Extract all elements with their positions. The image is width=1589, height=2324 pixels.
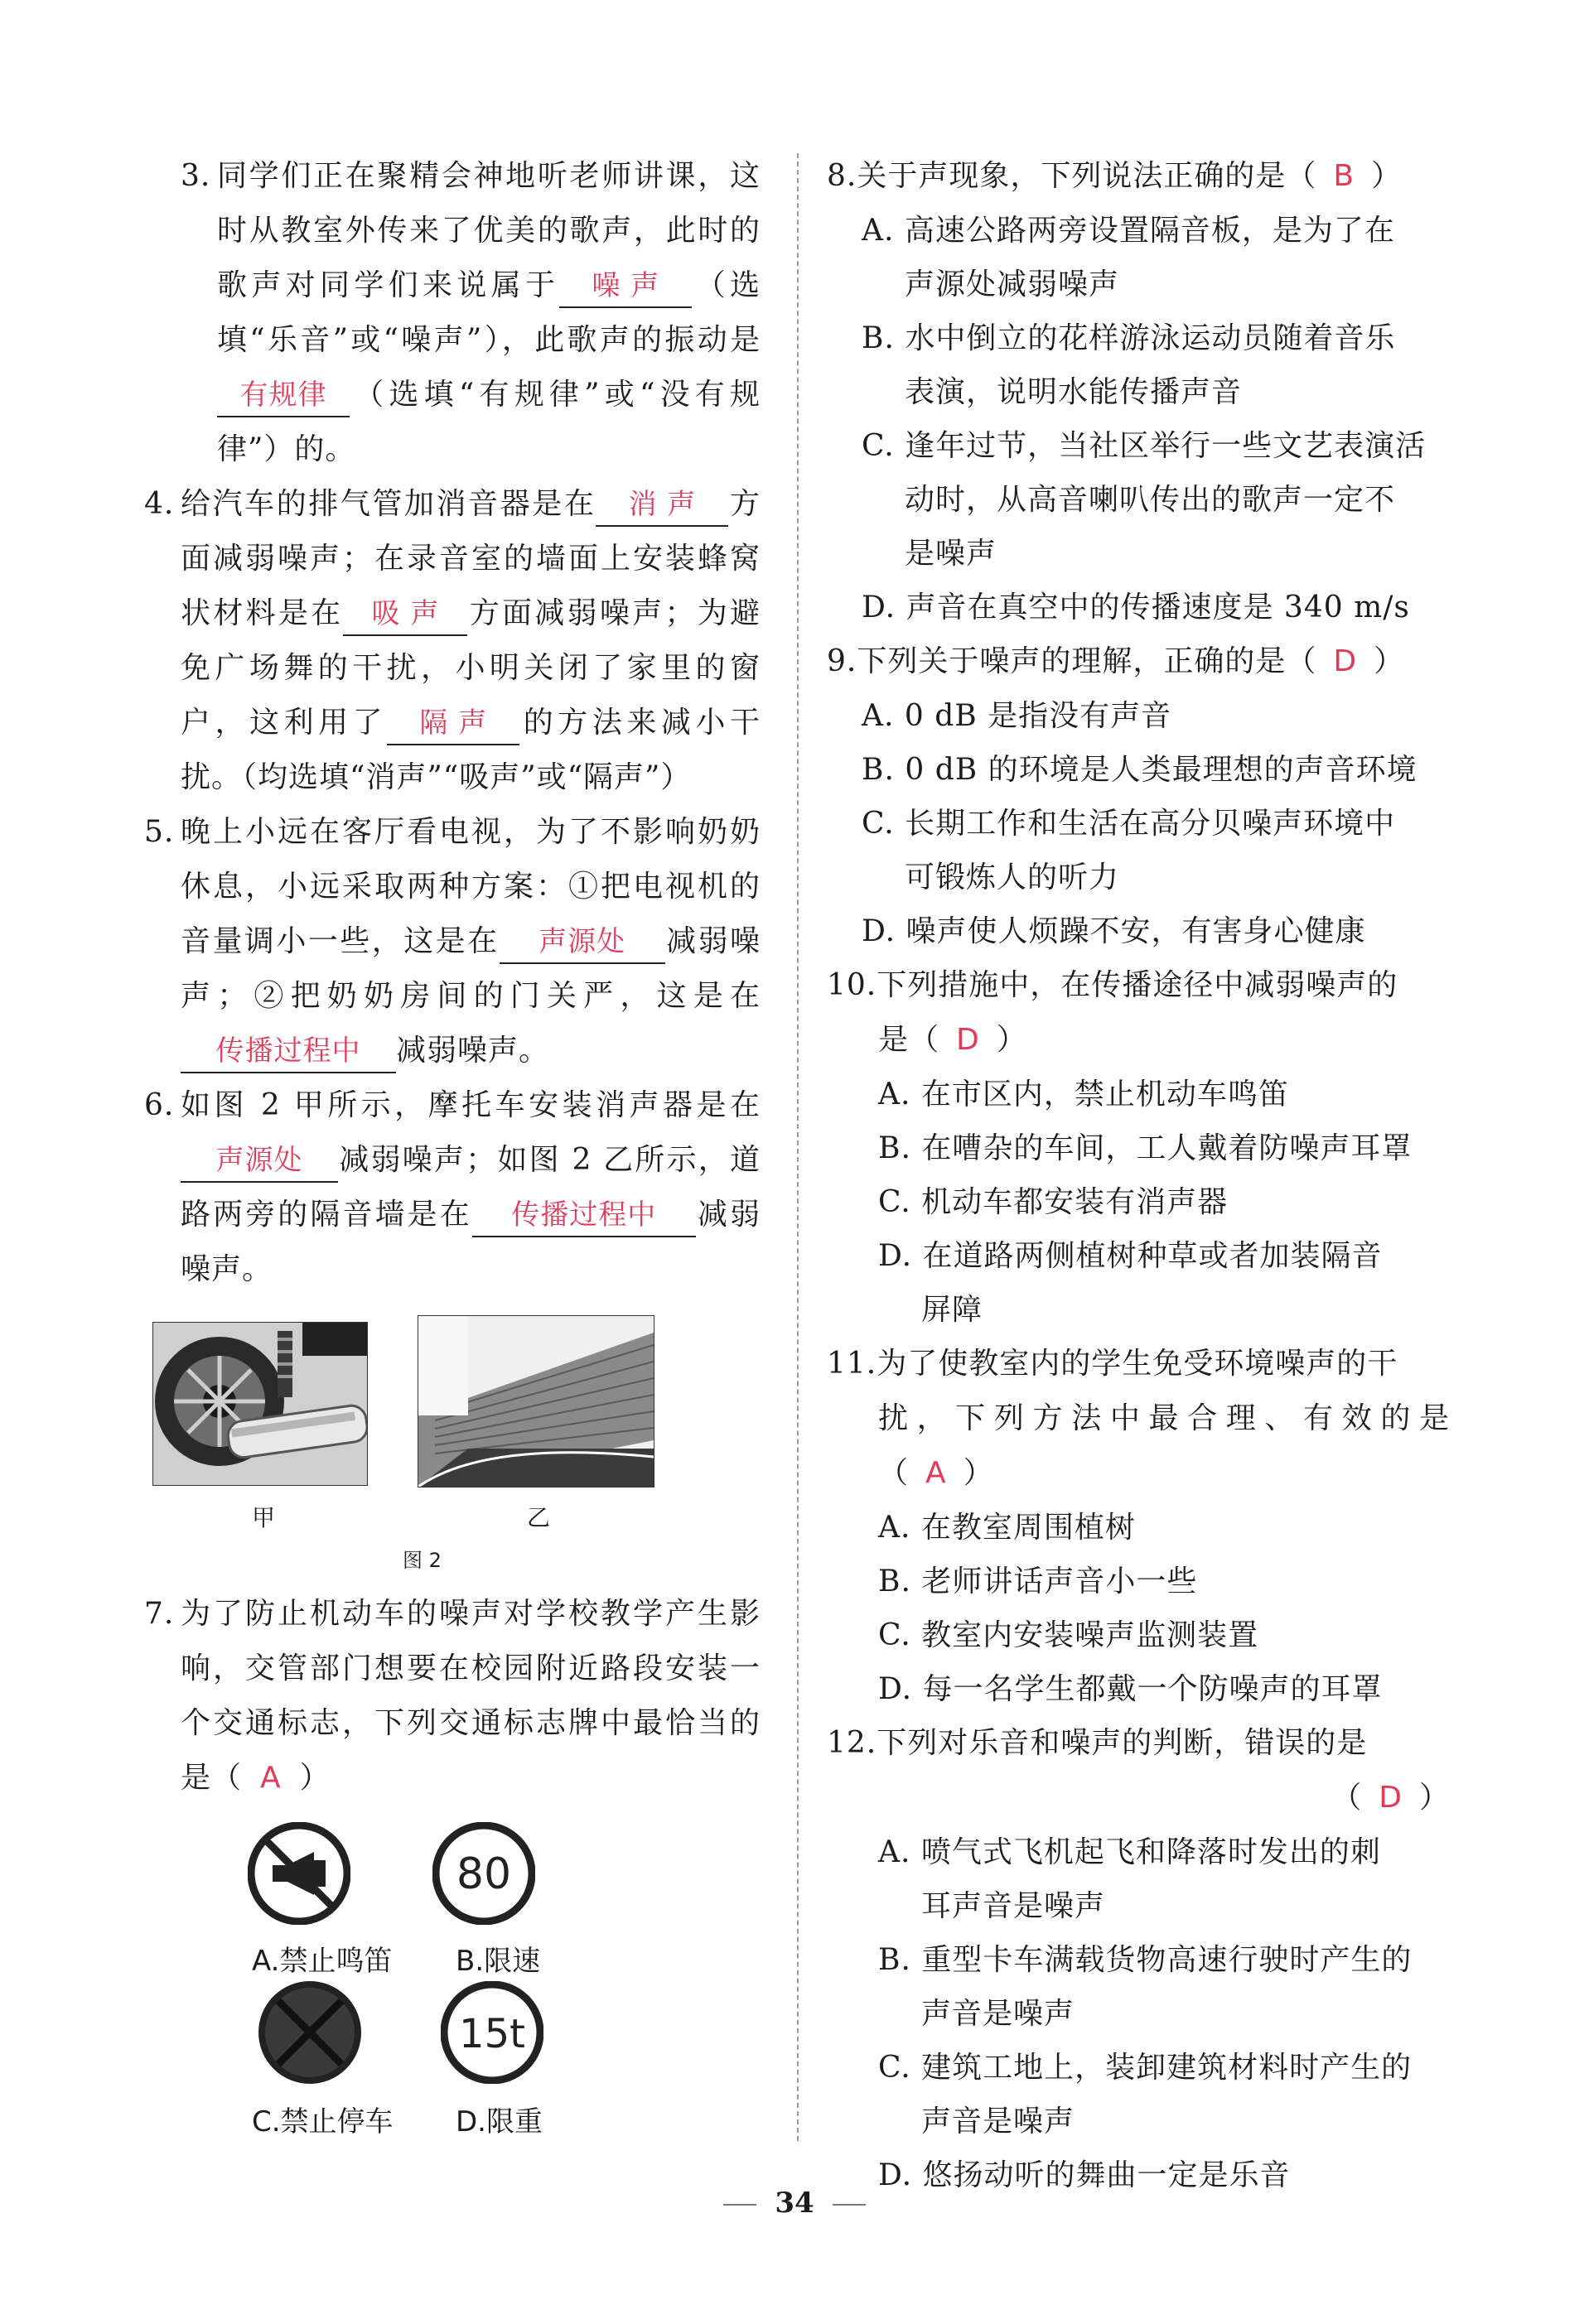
option-c: C. 建筑工地上，装卸建筑材料时产生的 [878,2051,1413,2085]
option-b: B. 在嘈杂的车间，工人戴着防噪声耳罩 [878,1131,1413,1165]
question-7 [144,1587,761,1806]
option-c: C. 长期工作和生活在高分贝噪声环境中 [862,807,1396,841]
answer-blank: 消 声 [596,484,728,527]
option-d: D. 每一名学生都戴一个防噪声的耳罩 [878,1672,1383,1706]
question-text: 减弱噪声。 [396,1034,550,1068]
no-parking-sign-icon [258,1981,361,2087]
figure-caption: 图 2 [403,1549,442,1572]
question-text: ） [1374,644,1405,678]
option-a: A. 在市区内，禁止机动车鸣笛 [878,1078,1289,1111]
question-12 [827,1716,1450,2202]
speed-limit-sign-icon [432,1822,535,1928]
option-b: B. 水中倒立的花样游泳运动员随着音乐 [862,321,1396,355]
question-number: 10. [827,968,877,1002]
question-text: 如图 2 甲所示，摩托车安装消声器是在 [181,1088,761,1122]
answer-choice: B [1333,159,1355,193]
option-c: C. 机动车都安装有消声器 [878,1185,1229,1219]
option-d-continued: 屏障 [921,1293,983,1327]
question-text: 的方法来减小干扰。（均选填“消声”“吸声”或“隔声”） [181,706,761,794]
question-text: 扰，下列方法中最合理、有效的是（ [878,1401,1450,1490]
sign-label-a: A.禁止鸣笛 [252,1945,393,1978]
sign-label-d: D.限重 [456,2105,543,2138]
option-c-continued: 声音是噪声 [921,2105,1075,2138]
option-a: A. 高速公路两旁设置隔音板，是为了在 [862,214,1395,248]
question-number: 7. [144,1597,175,1631]
option-a-continued: 声源处减弱噪声 [905,268,1120,301]
left-column [144,149,761,2138]
question-text: 给汽车的排气管加消音器是在 [181,487,596,521]
motorcycle-muffler-photo [152,1322,368,1486]
option-c-continued: 是噪声 [905,537,997,571]
answer-choice: D [956,1023,980,1057]
option-d: D. 噪声使人烦躁不安，有害身心健康 [862,914,1366,948]
question-text: 关于声现象，下列说法正确的是（ [857,159,1317,193]
question-text: 方面减弱噪声；在录音室的墙面上安装蜂窝状材料是在 [181,487,761,630]
option-c-continued: 动时，从高音喇叭传出的歌声一定不 [905,483,1396,517]
figure-label-jia: 甲 [252,1504,276,1531]
figure-2 [144,1297,761,1579]
question-number: 4. [144,487,175,521]
option-c: C. 逢年过节，当社区举行一些文艺表演活 [862,429,1427,463]
option-b: B. 老师讲话声音小一些 [878,1565,1198,1598]
answer-blank: 传播过程中 [181,1030,396,1073]
option-d: D. 声音在真空中的传播速度是 340 m/s [862,591,1410,624]
answer-blank: 有规律 [217,374,350,417]
question-text: ） [1371,159,1403,193]
option-b-continued: 表演，说明水能传播声音 [905,375,1243,409]
question-number: 11. [827,1347,877,1381]
speed-limit-value: 80 [456,1849,512,1899]
question-number: 3. [181,159,211,193]
option-b: B. 0 dB 的环境是人类最理想的声音环境 [862,753,1418,787]
question-number: 12. [827,1726,877,1760]
answer-blank: 隔 声 [387,702,519,745]
question-3 [181,149,761,477]
question-4 [144,477,761,805]
option-a: A. 喷气式飞机起飞和降落时发出的刺 [878,1835,1381,1869]
question-text: ） [299,1761,331,1795]
question-text: 下列措施中，在传播途径中减弱噪声的 [877,968,1398,1002]
figure-label-yi: 乙 [527,1504,551,1531]
answer-blank: 噪 声 [559,265,692,308]
answer-choice: D [1333,644,1358,678]
question-text: 晚上小远在客厅看电视，为了不影响奶奶休息，小远采取两种方案：①把电视机的音量调小一些，这是在 [181,815,761,958]
option-a: A. 0 dB 是指没有声音 [862,699,1172,733]
question-text: ） [963,1456,994,1490]
question-8 [827,149,1450,634]
answer-blank: 传播过程中 [472,1194,696,1237]
question-text: ） [1418,1781,1450,1815]
answer-choice: A [925,1456,947,1490]
sign-label-c: C.禁止停车 [252,2105,394,2138]
question-text: （选填“乐音”或“噪声”），此歌声的振动是 [217,268,761,357]
question-text: ） [996,1023,1027,1057]
answer-blank: 声源处 [181,1140,338,1183]
question-text: 减弱噪声；②把奶奶房间的门关严，这是在 [181,924,761,1013]
question-number: 8. [827,159,857,193]
question-text: 减弱噪声。 [181,1198,761,1286]
answer-blank: 吸 声 [343,593,467,636]
answer-choice: D [1379,1781,1403,1815]
column-divider [797,153,799,2141]
footer-dash-left [723,2204,756,2206]
sound-barrier-photo [418,1315,654,1487]
question-text: （选填“有规律”或“没有规律”）的。 [217,378,761,466]
question-text: （ [1331,1781,1363,1815]
question-10 [827,958,1450,1337]
question-text: 同学们正在聚精会神地听老师讲课，这时从教室外传来了优美的歌声，此时的歌声对同学们来说属于 [217,159,761,302]
question-number: 6. [144,1088,175,1122]
option-c: C. 教室内安装噪声监测装置 [878,1618,1259,1652]
question-number: 5. [144,815,175,849]
footer-dash-right [833,2204,866,2206]
question-text: 方面减弱噪声；为避免广场舞的干扰，小明关闭了家里的窗户，这利用了 [181,596,761,740]
question-text: 下列关于噪声的理解，正确的是（ [857,644,1317,678]
traffic-signs [144,1806,761,2137]
question-11 [827,1337,1450,1716]
answer-blank: 声源处 [500,921,665,964]
option-d: D. 在道路两侧植树种草或者加装隔音 [878,1239,1383,1273]
option-d: D. 悠扬动听的舞曲一定是乐音 [878,2158,1291,2192]
page-number: 34 [775,2187,814,2220]
question-9 [827,634,1450,958]
question-text: 是（ [878,1023,940,1057]
question-6 [144,1078,761,1297]
question-text: 为了使教室内的学生免受环境噪声的干 [877,1347,1398,1381]
answer-choice: A [260,1761,282,1795]
option-a-continued: 耳声音是噪声 [921,1889,1106,1923]
question-number: 9. [827,644,857,678]
option-a: A. 在教室周围植树 [878,1511,1136,1545]
no-horn-sign-icon [248,1822,350,1928]
question-text: 下列对乐音和噪声的判断，错误的是 [877,1726,1368,1760]
question-text: 减弱噪声；如图 2 乙所示，道路两旁的隔音墙是在 [181,1143,761,1232]
question-text: 为了防止机动车的噪声对学校教学产生影响，交管部门想要在校园附近路段安装一个交通标志，下列交通标志牌中最恰当的是（ [181,1597,761,1795]
right-column [827,149,1450,2202]
weight-limit-sign-icon [441,1981,543,2087]
page-footer [0,2187,1589,2220]
weight-limit-value: 15t [459,2011,525,2057]
option-c-continued: 可锻炼人的听力 [905,861,1120,894]
question-5 [144,805,761,1078]
option-b-continued: 声音是噪声 [921,1997,1075,2031]
option-b: B. 重型卡车满载货物高速行驶时产生的 [878,1943,1413,1977]
sign-label-b: B.限速 [456,1945,541,1978]
